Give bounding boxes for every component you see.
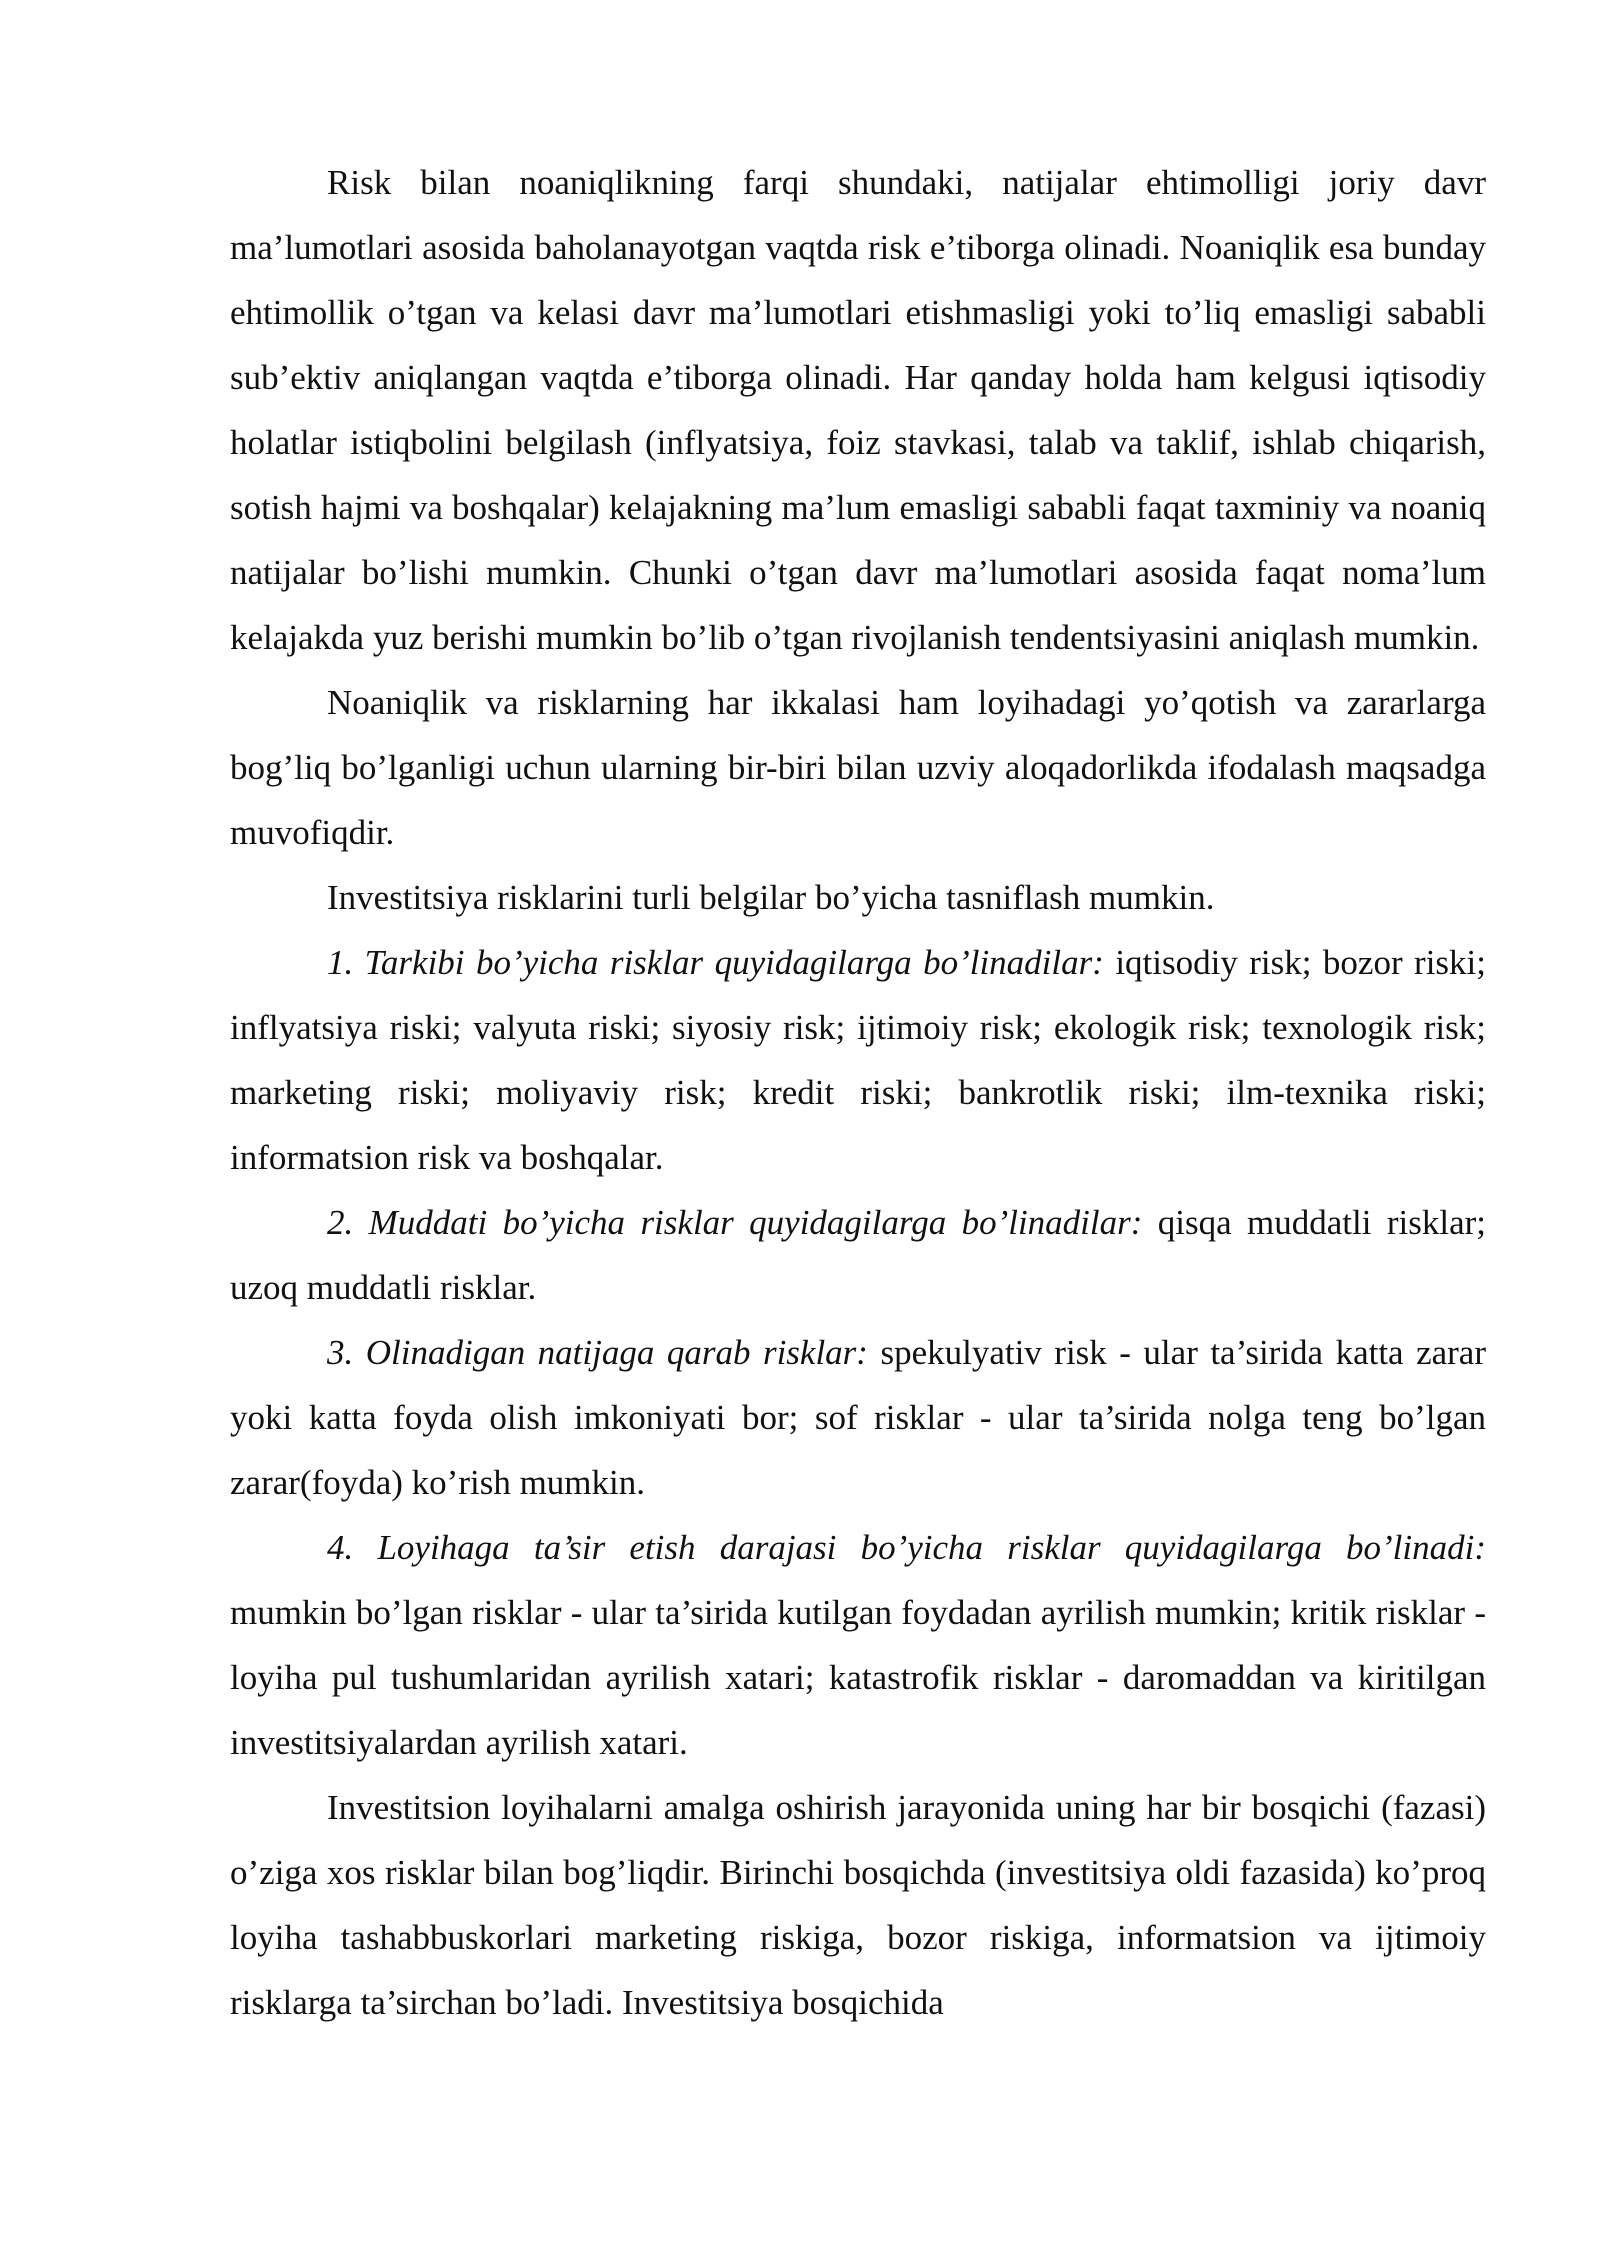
list-item-text: qisqa muddatli risklar; uzoq muddatli risklar. — [230, 1203, 1486, 1307]
paragraph-risk-vs-uncertainty — [230, 150, 1486, 670]
list-item-text: mumkin bo’lgan risklar - ular ta’sirida kutilgan foydadan ayrilish mumkin; kritik risklar - loyiha pul tushumlaridan ayrilish xatari; katastrofik risklar - daromaddan va kiritilgan investitsiyalardan ayrilish xatari. — [230, 1593, 1486, 1762]
list-item-heading: 1. Tarkibi bo’yicha risklar quyidagilarga bo’linadilar: — [327, 943, 1104, 982]
list-item-text: spekulyativ risk - ular ta’sirida katta zarar yoki katta foyda olish imkoniyati bor; sof risklar - ular ta’sirida nolga teng bo’lgan zarar(foyda) ko’rish mumkin. — [230, 1333, 1486, 1502]
paragraph-text: Investitsion loyihalarni amalga oshirish jarayonida uning har bir bosqichi (fazasi) o’ziga xos risklar bilan bog’liqdir. Birinchi bosqichda (investitsiya oldi fazasida) ko’proq loyiha tashabbuskorlari marketing riskiga, bozor riskiga, informatsion va ijtimoiy risklarga ta’sirchan bo’ladi. Investitsiya bosqichida — [230, 1788, 1486, 2022]
paragraph-text: Risk bilan noaniqlikning farqi shundaki, natijalar ehtimolligi joriy davr ma’lumotlari asosida baholanayotgan vaqtda risk e’tiborga olinadi. Noaniqlik esa bunday ehtimollik o’tgan va kelasi davr ma’lumotlari etishmasligi yoki to’liq emasligi sababli sub’ektiv aniqlangan vaqtda e’tiborga olinadi. Har qanday holda ham kelgusi iqtisodiy holatlar istiqbolini belgilash (inflyatsiya, foiz stavkasi, talab va taklif, ishlab chiqarish, sotish hajmi va boshqalar) kelajakning ma’lum emasligi sababli faqat taxminiy va noaniq natijalar bo’lishi mumkin. Chunki o’tgan davr ma’lumotlari asosida faqat noma’lum kelajakda yuz berishi mumkin bo’lib o’tgan rivojlanish tendentsiyasini aniqlash mumkin. — [230, 163, 1486, 657]
list-item-by-impact-level — [230, 1515, 1486, 1775]
list-item-by-composition — [230, 930, 1486, 1190]
paragraph-classification-intro — [230, 865, 1486, 930]
list-item-by-duration — [230, 1190, 1486, 1320]
paragraph-text: Noaniqlik va risklarning har ikkalasi ham loyihadagi yo’qotish va zararlarga bog’liq bo’lganligi uchun ularning bir-biri bilan uzviy aloqadorlikda ifodalash maqsadga muvofiqdir. — [230, 683, 1486, 852]
list-item-heading: 4. Loyihaga ta’sir etish darajasi bo’yicha risklar quyidagilarga bo’linadi: — [327, 1528, 1486, 1567]
list-item-by-result — [230, 1320, 1486, 1515]
document-page — [230, 150, 1486, 2035]
paragraph-project-phases — [230, 1775, 1486, 2035]
list-item-heading: 2. Muddati bo’yicha risklar quyidagilarga bo’linadilar: — [327, 1203, 1143, 1242]
list-item-heading: 3. Olinadigan natijaga qarab risklar: — [327, 1333, 868, 1372]
list-item-text: iqtisodiy risk; bozor riski; inflyatsiya riski; valyuta riski; siyosiy risk; ijtimoiy risk; ekologik risk; texnologik risk; marketing riski; moliyaviy risk; kredit riski; bankrotlik riski; ilm-texnika riski; informatsion risk va boshqalar. — [230, 943, 1486, 1177]
paragraph-text: Investitsiya risklarini turli belgilar bo’yicha tasniflash mumkin. — [327, 878, 1215, 917]
paragraph-uncertainty-and-risks — [230, 670, 1486, 865]
